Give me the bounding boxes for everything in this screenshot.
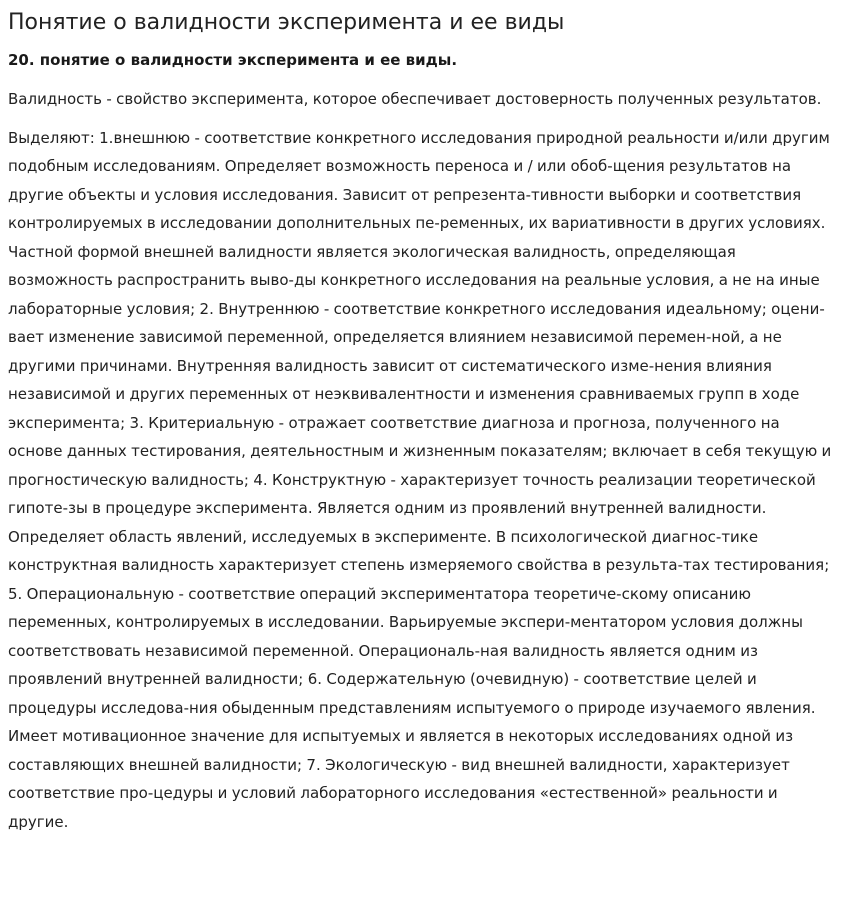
section-heading: 20. понятие о валидности эксперимента и ее виды.: [8, 51, 458, 69]
page-title: Понятие о валидности эксперимента и ее виды: [8, 10, 565, 35]
paragraph-definition: Валидность - свойство эксперимента, которое обеспечивает достоверность полученных результатов.: [8, 90, 822, 108]
paragraph-validity-types: Выделяют: 1.внешнюю - соответствие конкретного исследования природной реальности и/или другим подобным исследованиям. Определяет возможность переноса и / или обоб-щения результатов на другие объекты и условия исследования. Зависит от репрезента-тивности выборки и соответствия контролируемых в исследовании дополнительных пе-ременных, их вариативности в других условиях. Частной формой внешней валидности является экологическая валидность, определяющая возможность распространить выво-ды конкретного исследования на реальные условия, а не на иные лабораторные условия; 2. Внутреннюю - соответствие конкретного исследования идеальному; оцени-вает изменение зависимой переменной, определяется влиянием независимой перемен-ной, а не другими причинами. Внутренняя валидность зависит от систематического изме-нения влияния независимой и других переменных от неэквивалентности и изменения сравниваемых групп в ходе эксперимента; 3. Критериальную - отражает соответствие диагноза и прогноза, полученного на основе данных тестирования, деятельностным и жизненным показателям; включает в себя текущую и прогностическую валидность; 4. Конструктную - характеризует точность реализации теоретической гипоте-зы в процедуре эксперимента. Является одним из проявлений внутренней валидности. Определяет область явлений, исследуемых в эксперименте. В психологической диагнос-тике конструктная валидность характеризует степень измеряемого свойства в результа-тах тестирования; 5. Операциональную - соответствие операций экспериментатора теоретиче-скому описанию переменных, контролируемых в исследовании. Варьируемые экспери-ментатором условия должны соответствовать независимой переменной. Операциональ-ная валидность является одним из проявлений внутренней валидности; 6. Содержательную (очевидную) - соответствие целей и процедуры исследова-ния обыденным представлениям испытуемого о природе изучаемого явления. Имеет мотивационное значение для испытуемых и является в некоторых исследованиях одной из составляющих внешней валидности; 7. Экологическую - вид внешней валидности, характеризует соответствие про-цедуры и условий лабораторного исследования «естественной» реальности и другие.: [8, 128, 832, 831]
